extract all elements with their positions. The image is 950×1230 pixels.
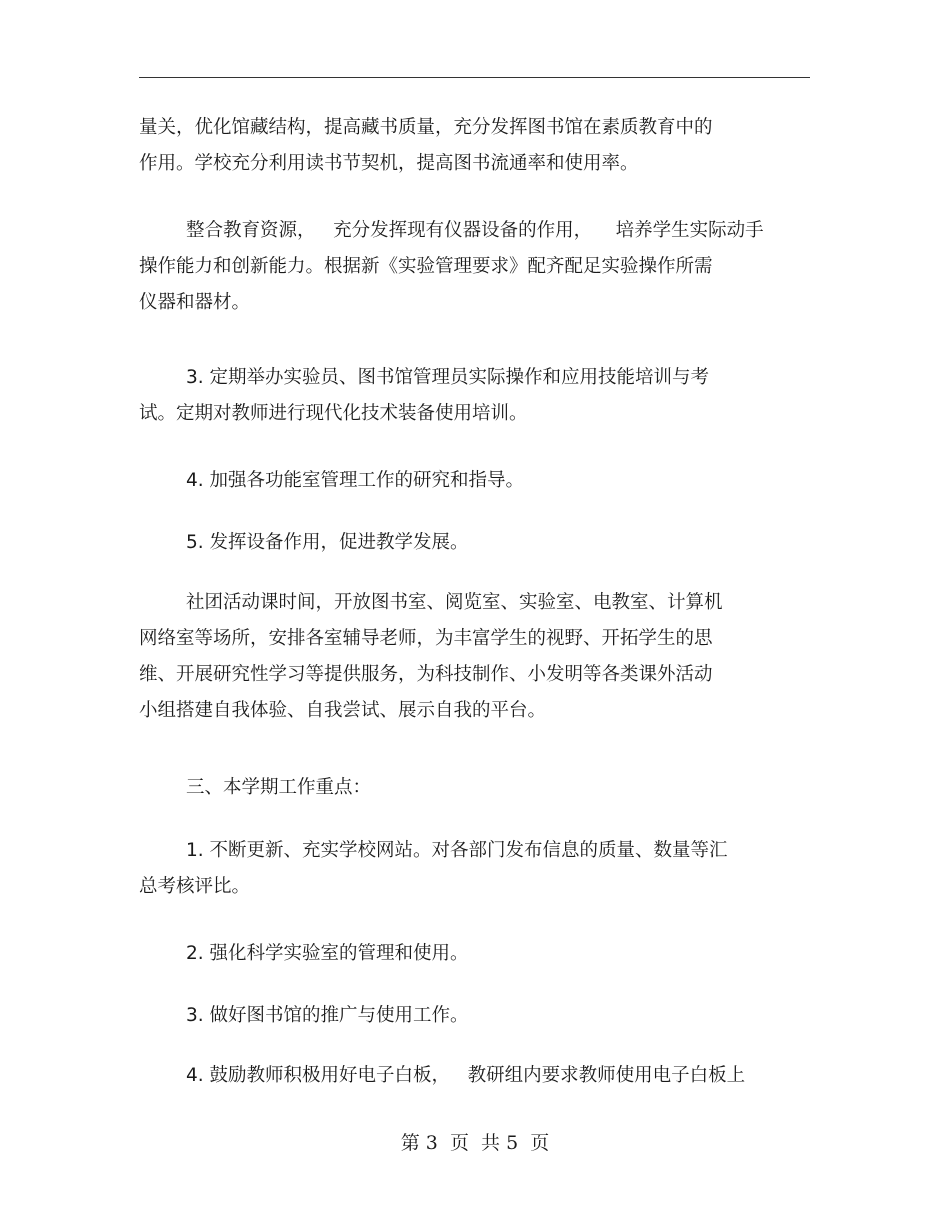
text-line: 操作能力和创新能力。根据新《实验管理要求》配齐配足实验操作所需 <box>139 256 713 277</box>
paragraph-1 <box>139 110 811 182</box>
paragraph-4 <box>139 463 811 499</box>
text-line: 总考核评比。 <box>139 876 251 897</box>
text-line: 3. 定期举办实验员、图书馆管理员实际操作和应用技能培训与考 <box>186 367 710 388</box>
text-line: 2. 强化科学实验室的管理和使用。 <box>186 943 469 964</box>
paragraph-10 <box>139 1058 811 1094</box>
paragraph-3 <box>139 360 811 432</box>
text-line: 4. 加强各功能室管理工作的研究和指导。 <box>186 470 525 491</box>
section-heading <box>139 770 811 806</box>
paragraph-5 <box>139 525 811 561</box>
text-line: 小组搭建自我体验、自我尝试、展示自我的平台。 <box>139 700 547 721</box>
text-line: 社团活动课时间，开放图书室、阅览室、实验室、电教室、计算机 <box>186 592 723 613</box>
page-number: 第 3 页 共 5 页 <box>400 1132 550 1154</box>
text-line: 1. 不断更新、充实学校网站。对各部门发布信息的质量、数量等汇 <box>186 840 728 861</box>
text-line: 三、本学期工作重点： <box>186 777 372 798</box>
header-rule <box>139 77 810 78</box>
text-line: 3. 做好图书馆的推广与使用工作。 <box>186 1005 469 1026</box>
text-line: 维、开展研究性学习等提供服务，为科技制作、小发明等各类课外活动 <box>139 664 713 685</box>
text-line: 5. 发挥设备作用，促进教学发展。 <box>186 532 469 553</box>
paragraph-7 <box>139 833 811 905</box>
paragraph-6 <box>139 585 811 729</box>
text-line: 整合教育资源， 充分发挥现有仪器设备的作用， 培养学生实际动手 <box>186 220 764 241</box>
text-line: 试。定期对教师进行现代化技术装备使用培训。 <box>139 403 528 424</box>
paragraph-9 <box>139 998 811 1034</box>
text-line: 仪器和器材。 <box>139 292 251 313</box>
text-line: 作用。学校充分利用读书节契机，提高图书流通率和使用率。 <box>139 153 639 174</box>
paragraph-2 <box>139 213 811 321</box>
text-line: 量关，优化馆藏结构，提高藏书质量，充分发挥图书馆在素质教育中的 <box>139 117 713 138</box>
text-line: 4. 鼓励教师积极用好电子白板， 教研组内要求教师使用电子白板上 <box>186 1065 746 1086</box>
page-footer <box>0 1129 950 1157</box>
text-line: 网络室等场所，安排各室辅导老师，为丰富学生的视野、开拓学生的思 <box>139 628 713 649</box>
paragraph-8 <box>139 936 811 972</box>
